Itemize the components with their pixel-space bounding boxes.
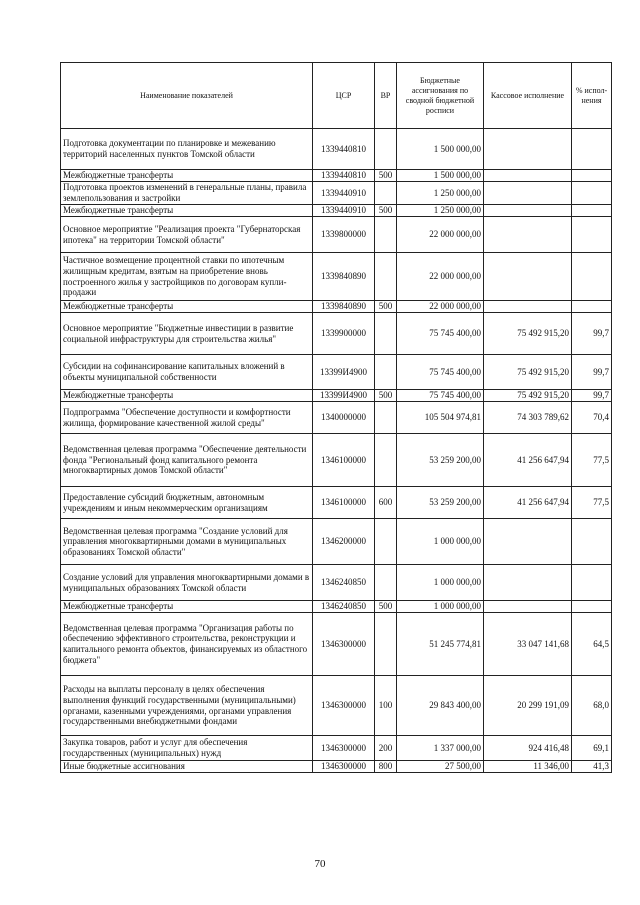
row-vr (375, 182, 397, 205)
row-percent: 99,7 (572, 390, 612, 402)
row-name: Закупка товаров, работ и услуг для обеспечения государственных (муниципальных) нужд (61, 736, 313, 761)
row-vr (375, 434, 397, 487)
row-name: Ведомственная целевая программа "Организация работы по обеспечению эффективного строительства, реконструкции и капитального ремонта объектов, финансируемых из областного бюджета" (61, 613, 313, 676)
row-name: Основное мероприятие "Бюджетные инвестиции в развитие социальной инфраструктуры для строительства жилья" (61, 313, 313, 355)
row-code: 1346300000 (313, 613, 375, 676)
row-vr (375, 565, 397, 601)
table-row (61, 313, 612, 355)
row-code: 1339440910 (313, 182, 375, 205)
row-allocation: 53 259 200,00 (397, 434, 484, 487)
row-cash (484, 205, 572, 217)
table-row (61, 601, 612, 613)
table-row (61, 205, 612, 217)
row-code: 1339440910 (313, 205, 375, 217)
table-row (61, 301, 612, 313)
row-percent (572, 565, 612, 601)
row-allocation: 29 843 400,00 (397, 676, 484, 736)
row-vr: 200 (375, 736, 397, 761)
row-name: Межбюджетные трансферты (61, 170, 313, 182)
row-name: Подготовка документации по планировке и межеванию территорий населенных пунктов Томской области (61, 129, 313, 170)
row-vr: 500 (375, 390, 397, 402)
row-percent (572, 170, 612, 182)
row-percent: 68,0 (572, 676, 612, 736)
row-vr (375, 402, 397, 434)
row-vr (375, 313, 397, 355)
table-row (61, 217, 612, 253)
row-code: 1346200000 (313, 519, 375, 565)
row-vr: 600 (375, 487, 397, 519)
row-cash: 75 492 915,20 (484, 313, 572, 355)
row-allocation: 1 250 000,00 (397, 182, 484, 205)
table-row (61, 487, 612, 519)
table-row (61, 182, 612, 205)
row-cash (484, 217, 572, 253)
row-code: 1346240850 (313, 565, 375, 601)
row-code: 1346100000 (313, 434, 375, 487)
row-percent: 99,7 (572, 313, 612, 355)
table-row (61, 676, 612, 736)
row-cash (484, 129, 572, 170)
header-vr: ВР (375, 63, 397, 129)
row-cash (484, 253, 572, 301)
row-cash (484, 565, 572, 601)
row-allocation: 1 337 000,00 (397, 736, 484, 761)
header-allocations: Бюджетные ассигнования по сводной бюджетной росписи (397, 63, 484, 129)
row-code: 1346100000 (313, 487, 375, 519)
row-percent (572, 253, 612, 301)
row-allocation: 22 000 000,00 (397, 217, 484, 253)
row-name: Расходы на выплаты персоналу в целях обеспечения выполнения функций государственными (муниципальными) органами, казенными учреждениями, органами управления государственными внебюджетными фондами (61, 676, 313, 736)
row-cash (484, 519, 572, 565)
row-code: 1339840890 (313, 301, 375, 313)
row-allocation: 22 000 000,00 (397, 253, 484, 301)
row-cash: 41 256 647,94 (484, 487, 572, 519)
row-allocation: 1 000 000,00 (397, 519, 484, 565)
row-percent (572, 519, 612, 565)
row-name: Частичное возмещение процентной ставки по ипотечным жилищным кредитам, взятым на приобретение вновь построенного жилья у застройщиков по договорам купли-продажи (61, 253, 313, 301)
row-percent (572, 205, 612, 217)
row-vr: 500 (375, 601, 397, 613)
row-code: 1346300000 (313, 761, 375, 773)
table-row (61, 253, 612, 301)
row-name: Иные бюджетные ассигнования (61, 761, 313, 773)
row-percent: 77,5 (572, 434, 612, 487)
row-code: 1339800000 (313, 217, 375, 253)
table-row (61, 390, 612, 402)
row-name: Подпрограмма "Обеспечение доступности и комфортности жилища, формирование качественной жилой среды" (61, 402, 313, 434)
row-vr (375, 253, 397, 301)
row-name: Межбюджетные трансферты (61, 390, 313, 402)
row-allocation: 1 500 000,00 (397, 129, 484, 170)
row-vr (375, 519, 397, 565)
row-percent (572, 129, 612, 170)
row-name: Предоставление субсидий бюджетным, автономным учреждениям и иным некоммерческим организациям (61, 487, 313, 519)
table-row (61, 402, 612, 434)
row-vr: 500 (375, 205, 397, 217)
row-allocation: 51 245 774,81 (397, 613, 484, 676)
row-code: 1339440810 (313, 170, 375, 182)
table-row (61, 355, 612, 390)
row-vr: 800 (375, 761, 397, 773)
row-vr: 500 (375, 170, 397, 182)
row-allocation: 1 250 000,00 (397, 205, 484, 217)
row-allocation: 75 745 400,00 (397, 390, 484, 402)
row-vr (375, 129, 397, 170)
row-name: Межбюджетные трансферты (61, 601, 313, 613)
row-cash: 11 346,00 (484, 761, 572, 773)
row-allocation: 22 000 000,00 (397, 301, 484, 313)
row-percent: 77,5 (572, 487, 612, 519)
row-name: Создание условий для управления многоквартирными домами в муниципальных образованиях Томской области (61, 565, 313, 601)
header-cash: Кассовое исполнение (484, 63, 572, 129)
row-code: 13399И4900 (313, 390, 375, 402)
row-percent: 70,4 (572, 402, 612, 434)
row-code: 1339840890 (313, 253, 375, 301)
page-number: 70 (314, 858, 326, 870)
row-cash: 75 492 915,20 (484, 355, 572, 390)
row-code: 1346240850 (313, 601, 375, 613)
row-cash: 75 492 915,20 (484, 390, 572, 402)
table-row (61, 434, 612, 487)
row-allocation: 1 000 000,00 (397, 565, 484, 601)
row-vr: 100 (375, 676, 397, 736)
row-code: 1339440810 (313, 129, 375, 170)
row-name: Основное мероприятие "Реализация проекта "Губернаторская ипотека" на территории Томской области" (61, 217, 313, 253)
table-row (61, 170, 612, 182)
row-name: Межбюджетные трансферты (61, 205, 313, 217)
row-cash: 41 256 647,94 (484, 434, 572, 487)
row-percent (572, 601, 612, 613)
header-name: Наименование показателей (61, 63, 313, 129)
table-row (61, 519, 612, 565)
row-vr (375, 217, 397, 253)
table-row (61, 761, 612, 773)
row-allocation: 105 504 974,81 (397, 402, 484, 434)
row-name: Ведомственная целевая программа "Обеспечение деятельности фонда "Региональный фонд капитального ремонта многоквартирных домов Томской области" (61, 434, 313, 487)
table-row (61, 129, 612, 170)
row-code: 1346300000 (313, 676, 375, 736)
row-percent: 41,3 (572, 761, 612, 773)
row-cash: 33 047 141,68 (484, 613, 572, 676)
row-percent: 69,1 (572, 736, 612, 761)
row-cash: 74 303 789,62 (484, 402, 572, 434)
row-percent: 99,7 (572, 355, 612, 390)
row-percent (572, 301, 612, 313)
row-code: 1339900000 (313, 313, 375, 355)
row-name: Подготовка проектов изменений в генеральные планы, правила землепользования и застройки (61, 182, 313, 205)
row-vr (375, 355, 397, 390)
row-percent: 64,5 (572, 613, 612, 676)
header-code: ЦСР (313, 63, 375, 129)
row-name: Ведомственная целевая программа "Создание условий для управления многоквартирными домами в муниципальных образованиях Томской области" (61, 519, 313, 565)
row-cash (484, 170, 572, 182)
table-row (61, 613, 612, 676)
row-vr: 500 (375, 301, 397, 313)
row-percent (572, 182, 612, 205)
header-row (61, 63, 612, 129)
row-allocation: 27 500,00 (397, 761, 484, 773)
row-vr (375, 613, 397, 676)
row-cash (484, 301, 572, 313)
row-allocation: 1 000 000,00 (397, 601, 484, 613)
row-code: 1340000000 (313, 402, 375, 434)
table-row (61, 736, 612, 761)
row-code: 13399И4900 (313, 355, 375, 390)
budget-table (60, 62, 612, 773)
row-cash: 20 299 191,09 (484, 676, 572, 736)
row-code: 1346300000 (313, 736, 375, 761)
row-cash: 924 416,48 (484, 736, 572, 761)
row-cash (484, 182, 572, 205)
row-cash (484, 601, 572, 613)
row-allocation: 1 500 000,00 (397, 170, 484, 182)
row-percent (572, 217, 612, 253)
row-allocation: 53 259 200,00 (397, 487, 484, 519)
row-allocation: 75 745 400,00 (397, 313, 484, 355)
header-percent: % испол-нения (572, 63, 612, 129)
table-row (61, 565, 612, 601)
row-allocation: 75 745 400,00 (397, 355, 484, 390)
row-name: Субсидии на софинансирование капитальных вложений в объекты муниципальной собственности (61, 355, 313, 390)
row-name: Межбюджетные трансферты (61, 301, 313, 313)
